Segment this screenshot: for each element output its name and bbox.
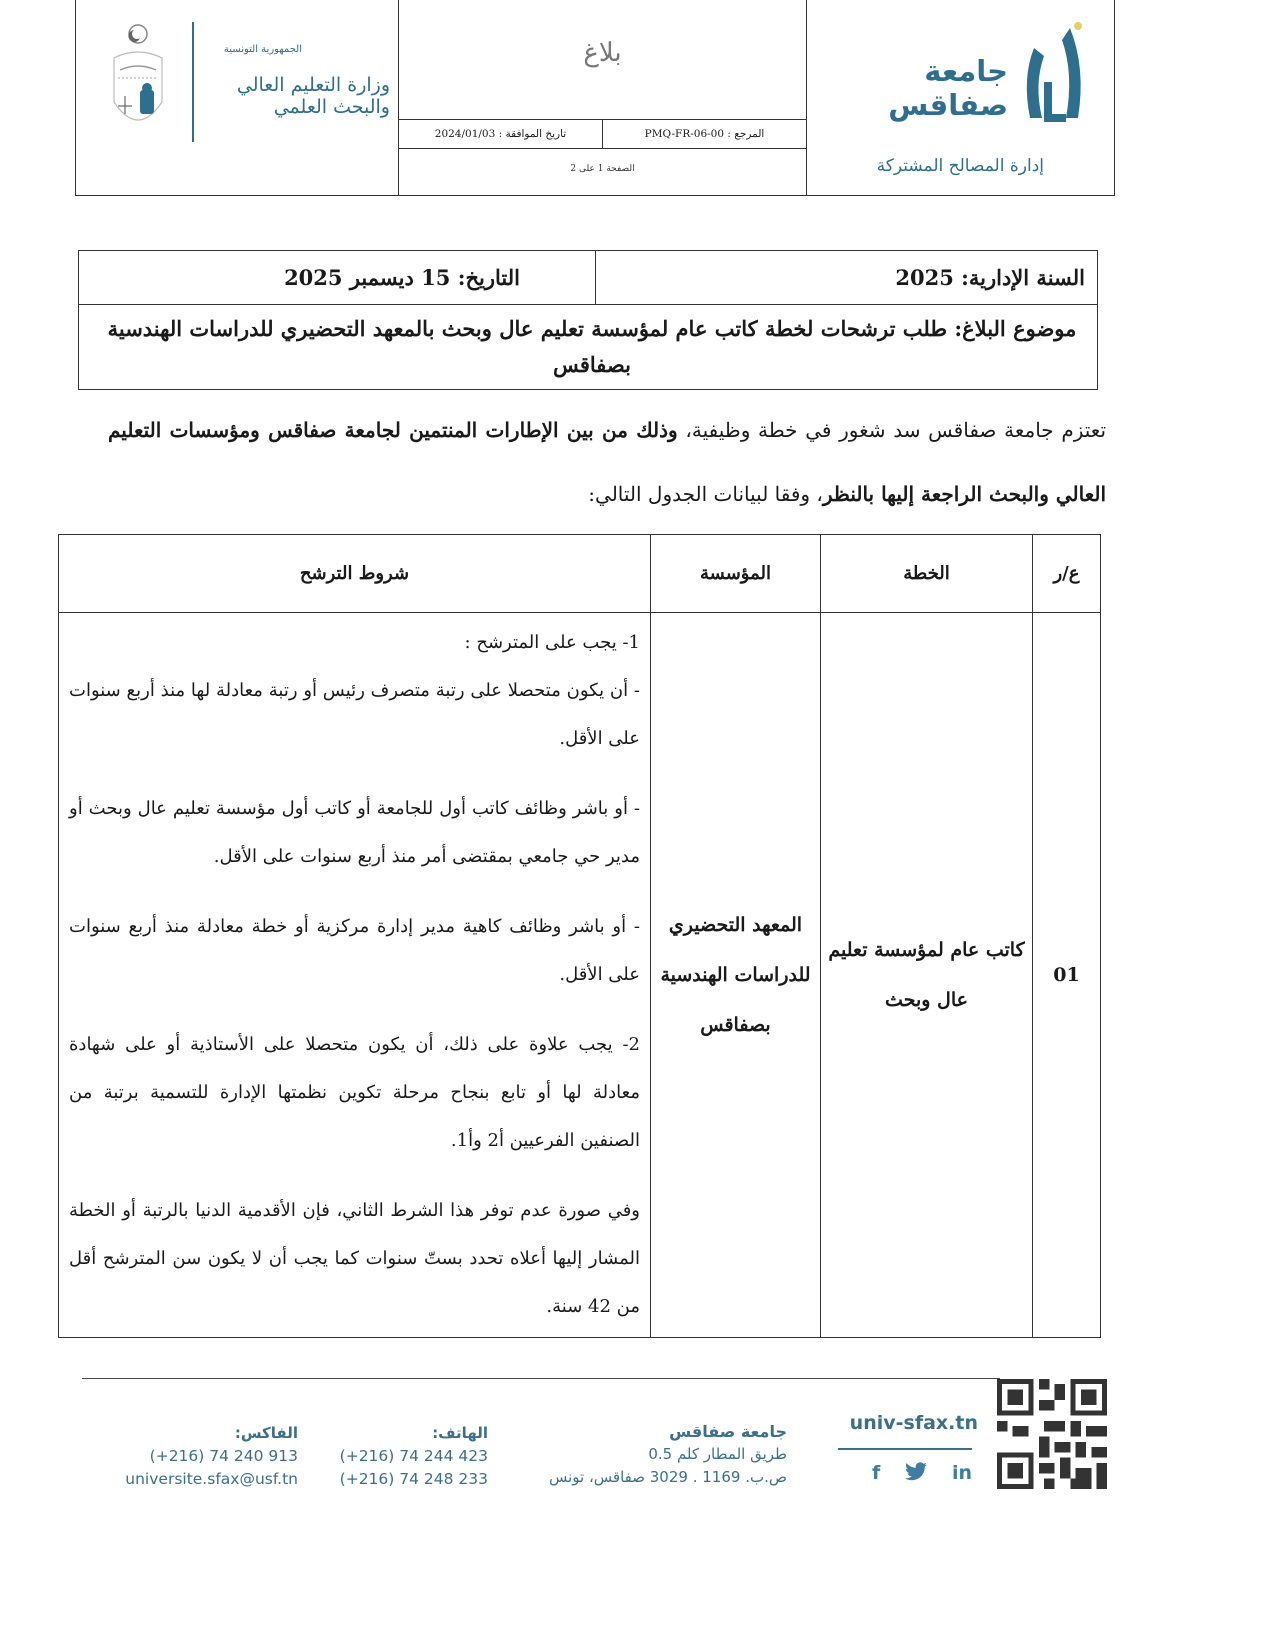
address-line-1: طريق المطار كلم 0.5 bbox=[648, 1445, 787, 1463]
intro-part-2: وذلك من بين الإطارات المنتمين لجامعة صفاقس ومؤسسات التعليم العالي والبحث الراجعة إليها بالنظر bbox=[108, 418, 1106, 506]
row-conditions bbox=[59, 613, 651, 1338]
website-link[interactable]: univ-sfax.tn bbox=[849, 1412, 978, 1434]
condition-3: وفي صورة عدم توفر هذا الشرط الثاني، فإن الأقدمية الدنيا بالرتبة أو الخطة المشار إليها أعلاه تحدد بستّ سنوات كما يجب أن لا يكون سن المترشح أقل من 42 سنة. bbox=[69, 1200, 640, 1317]
positions-table bbox=[58, 534, 1101, 1338]
condition-1b: - أو باشر وظائف كاتب أول للجامعة أو كاتب أول مؤسسة تعليم عال وبحث أو مدير حي جامعي بمقتضى أمر منذ أربع سنوات على الأقل. bbox=[69, 798, 640, 867]
row-institution: المعهد التحضيري للدراسات الهندسية بصفاقس bbox=[651, 613, 821, 1338]
announcement-date bbox=[79, 251, 596, 304]
fax-block bbox=[80, 1422, 298, 1491]
fax-label: الفاكس: bbox=[234, 1424, 298, 1442]
website-underline bbox=[838, 1448, 972, 1450]
document-meta-row bbox=[399, 119, 806, 149]
year-label: السنة الإدارية: bbox=[961, 265, 1085, 290]
address-line-2: ص.ب. 1169 . 3029 صفاقس، تونس bbox=[548, 1468, 787, 1486]
year-value: 2025 bbox=[895, 265, 954, 290]
approval-date-label: تاريخ الموافقة : bbox=[498, 128, 567, 140]
condition-1c: - أو باشر وظائف كاهية مدير إدارة مركزية أو خطة معادلة منذ أربع سنوات على الأقل. bbox=[69, 916, 640, 985]
condition-1a: - أن يكون متحصلا على رتبة متصرف رئيس أو رتبة معادلة لها منذ أربع سنوات على الأقل. bbox=[69, 680, 640, 749]
facebook-icon[interactable]: f bbox=[872, 1462, 881, 1484]
letterhead bbox=[75, 0, 1115, 196]
approval-date bbox=[399, 120, 602, 148]
phone-label: الهاتف: bbox=[432, 1424, 488, 1442]
approval-date-value: 2024/01/03 bbox=[434, 128, 496, 140]
phone-number-1: (+216) 74 244 423 bbox=[339, 1447, 488, 1465]
announcement-info-box bbox=[78, 250, 1098, 390]
condition-1-title: 1- يجب على المترشح : bbox=[464, 632, 640, 653]
info-row-year-date bbox=[79, 251, 1097, 305]
announcement-subject bbox=[79, 305, 1097, 389]
header-conditions: شروط الترشح bbox=[59, 535, 651, 613]
phone-number-2: (+216) 74 248 233 bbox=[339, 1470, 488, 1488]
date-label: التاريخ: bbox=[457, 265, 520, 290]
table-header-row bbox=[59, 535, 1101, 613]
footer-divider bbox=[82, 1378, 1000, 1379]
header-post: الخطة bbox=[821, 535, 1033, 613]
university-logo-icon bbox=[1020, 18, 1086, 130]
header-number: ع/ر bbox=[1033, 535, 1101, 613]
ministry-line-2: والبحث العلمي bbox=[273, 96, 390, 118]
reference bbox=[602, 120, 806, 148]
address-title: جامعة صفاقس bbox=[669, 1422, 787, 1441]
intro-part-3: ، وفقا لبيانات الجدول التالي: bbox=[588, 482, 823, 506]
intro-paragraph bbox=[108, 398, 1106, 526]
reference-label: المرجع : bbox=[727, 128, 765, 140]
republic-label: الجمهورية التونسية bbox=[223, 44, 302, 55]
tunisia-coat-of-arms-icon bbox=[106, 22, 170, 140]
ministry-line-1: وزارة التعليم العالي bbox=[236, 74, 390, 96]
page-indicator: الصفحة 1 على 2 bbox=[570, 164, 635, 174]
subject-value: طلب ترشحات لخطة كاتب عام لمؤسسة تعليم عال وبحث بالمعهد التحضيري للدراسات الهندسية بصفاقس bbox=[107, 316, 948, 377]
linkedin-icon[interactable]: in bbox=[951, 1462, 972, 1484]
phone-block bbox=[318, 1422, 488, 1491]
intro-part-1: تعتزم جامعة صفاقس سد شغور في خطة وظيفية، bbox=[677, 418, 1107, 442]
row-number: 01 bbox=[1033, 613, 1101, 1338]
date-value: 15 ديسمبر 2025 bbox=[284, 265, 451, 290]
university-address bbox=[505, 1420, 787, 1489]
university-name-line-1: جامعة bbox=[924, 54, 1008, 88]
university-name-line-2: صفاقس bbox=[888, 88, 1008, 122]
university-name bbox=[888, 54, 1008, 122]
header-institution: المؤسسة bbox=[651, 535, 821, 613]
twitter-icon[interactable] bbox=[905, 1462, 927, 1486]
condition-2: 2- يجب علاوة على ذلك، أن يكون متحصلا على الأستاذية أو على شهادة معادلة لها أو تابع بنجاح مرحلة تكوين نظمتها الإدارة للتسمية برتبة من الصنفين الفرعيين أ2 وأ1. bbox=[69, 1034, 640, 1151]
department-name: إدارة المصالح المشتركة bbox=[876, 156, 1044, 176]
ministry-divider bbox=[192, 22, 194, 142]
social-links bbox=[872, 1462, 972, 1486]
reference-value: PMQ-FR-06-00 bbox=[644, 128, 725, 140]
ministry-block bbox=[76, 0, 399, 195]
qr-code-icon[interactable] bbox=[997, 1379, 1107, 1489]
ministry-name bbox=[237, 74, 390, 118]
administrative-year bbox=[596, 251, 1097, 304]
fax-number: (+216) 74 240 913 bbox=[149, 1447, 298, 1465]
university-block bbox=[807, 0, 1114, 195]
email-link[interactable]: universite.sfax@usf.tn bbox=[125, 1470, 298, 1488]
document-meta-block bbox=[399, 0, 807, 195]
document-type-title: بلاغ bbox=[583, 38, 622, 68]
row-post: كاتب عام لمؤسسة تعليم عال وبحث bbox=[821, 613, 1033, 1338]
subject-label: موضوع البلاغ: bbox=[954, 316, 1077, 341]
table-row bbox=[59, 613, 1101, 1338]
